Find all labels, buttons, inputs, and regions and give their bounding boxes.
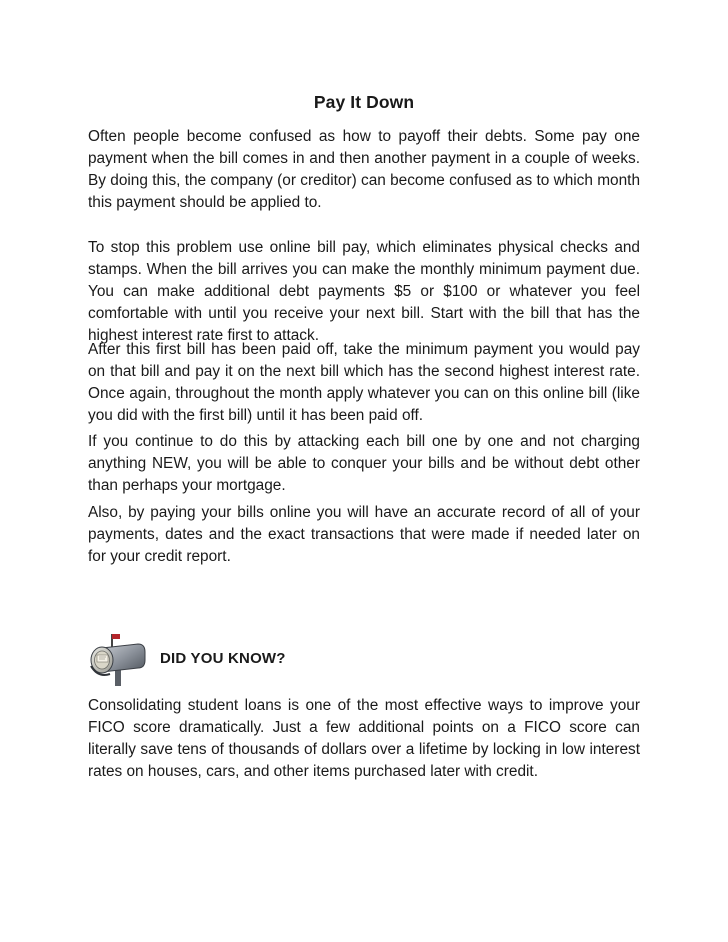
paragraph-accurate-record: Also, by paying your bills online you will have an accurate record of all of your payments, dates and the exact transactions that were made if needed later on for your credit report.	[88, 504, 640, 565]
did-you-know-callout	[88, 630, 640, 690]
paragraph-online-bill-pay: To stop this problem use online bill pay, which eliminates physical checks and stamps. When the bill arrives you can make the monthly minimum payment due. You can make additional debt payments $5 or $100 or whatever you feel comfortable with until you receive your next bill. Start with the bill that has the highest interest rate first to attack.	[88, 239, 640, 344]
paragraph-consolidating-loans: Consolidating student loans is one of the most effective ways to improve your FICO score dramatically. Just a few additional points on a FICO score can literally save tens of thousands of dollars over a lifetime by locking in low interest rates on houses, cars, and other items purchased later with credit.	[88, 697, 640, 780]
page-title: Pay It Down	[313, 92, 415, 112]
paragraph-payoff-confusion: Often people become confused as how to payoff their debts. Some pay one payment when the bill comes in and then another payment in a couple of weeks. By doing this, the company (or creditor) can become confused as to which month this payment should be applied to.	[88, 128, 640, 211]
paragraph-attack-each-bill: If you continue to do this by attacking each bill one by one and not charging anything NEW, you will be able to conquer your bills and be without debt other than perhaps your mortgage.	[88, 433, 640, 494]
paragraph-next-bill: After this first bill has been paid off, take the minimum payment you would pay on that bill and pay it on the next bill which has the second highest interest rate. Once again, throughout the month apply whatever you can on this online bill (like you did with the first bill) until it has been paid off.	[88, 341, 640, 424]
mailbox-icon	[88, 630, 146, 688]
did-you-know-heading: DID YOU KNOW?	[160, 650, 286, 667]
